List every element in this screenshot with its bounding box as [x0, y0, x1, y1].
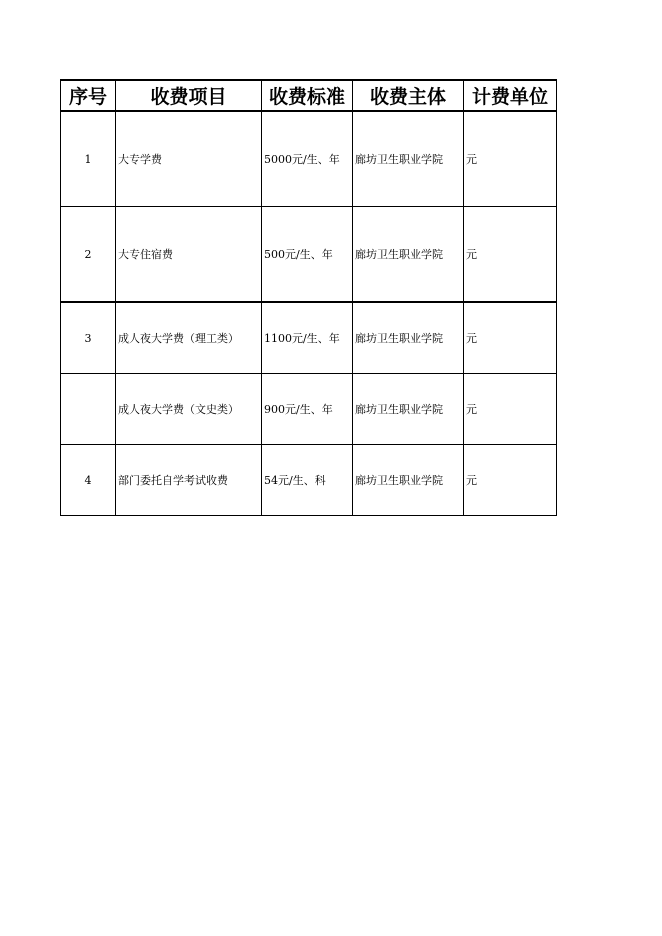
cell-standard: 5000元/生、年	[262, 111, 353, 207]
cell-item: 部门委托自学考试收费	[116, 445, 262, 516]
cell-item: 成人夜大学费（文史类）	[116, 374, 262, 445]
cell-standard: 54元/生、科	[262, 445, 353, 516]
cell-body: 廊坊卫生职业学院	[353, 111, 464, 207]
cell-standard: 1100元/生、年	[262, 302, 353, 374]
cell-unit: 元	[464, 374, 557, 445]
cell-standard: 900元/生、年	[262, 374, 353, 445]
cell-unit: 元	[464, 207, 557, 303]
table-row	[61, 207, 557, 303]
cell-standard: 500元/生、年	[262, 207, 353, 303]
cell-body: 廊坊卫生职业学院	[353, 445, 464, 516]
table-row	[61, 374, 557, 445]
table-row	[61, 302, 557, 374]
cell-unit: 元	[464, 111, 557, 207]
header-unit: 计费单位	[464, 80, 557, 111]
cell-unit: 元	[464, 302, 557, 374]
fee-table	[60, 79, 557, 516]
cell-item: 大专学费	[116, 111, 262, 207]
table-row	[61, 111, 557, 207]
header-row	[61, 80, 557, 111]
cell-item: 大专住宿费	[116, 207, 262, 303]
cell-unit: 元	[464, 445, 557, 516]
header-standard: 收费标准	[262, 80, 353, 111]
cell-no: 1	[61, 111, 116, 207]
cell-no: 2	[61, 207, 116, 303]
cell-body: 廊坊卫生职业学院	[353, 207, 464, 303]
cell-body: 廊坊卫生职业学院	[353, 374, 464, 445]
cell-no: 4	[61, 445, 116, 516]
cell-no: 3	[61, 302, 116, 374]
header-body: 收费主体	[353, 80, 464, 111]
header-item: 收费项目	[116, 80, 262, 111]
cell-item: 成人夜大学费（理工类）	[116, 302, 262, 374]
table-row	[61, 445, 557, 516]
cell-body: 廊坊卫生职业学院	[353, 302, 464, 374]
header-no: 序号	[61, 80, 116, 111]
cell-no	[61, 374, 116, 445]
